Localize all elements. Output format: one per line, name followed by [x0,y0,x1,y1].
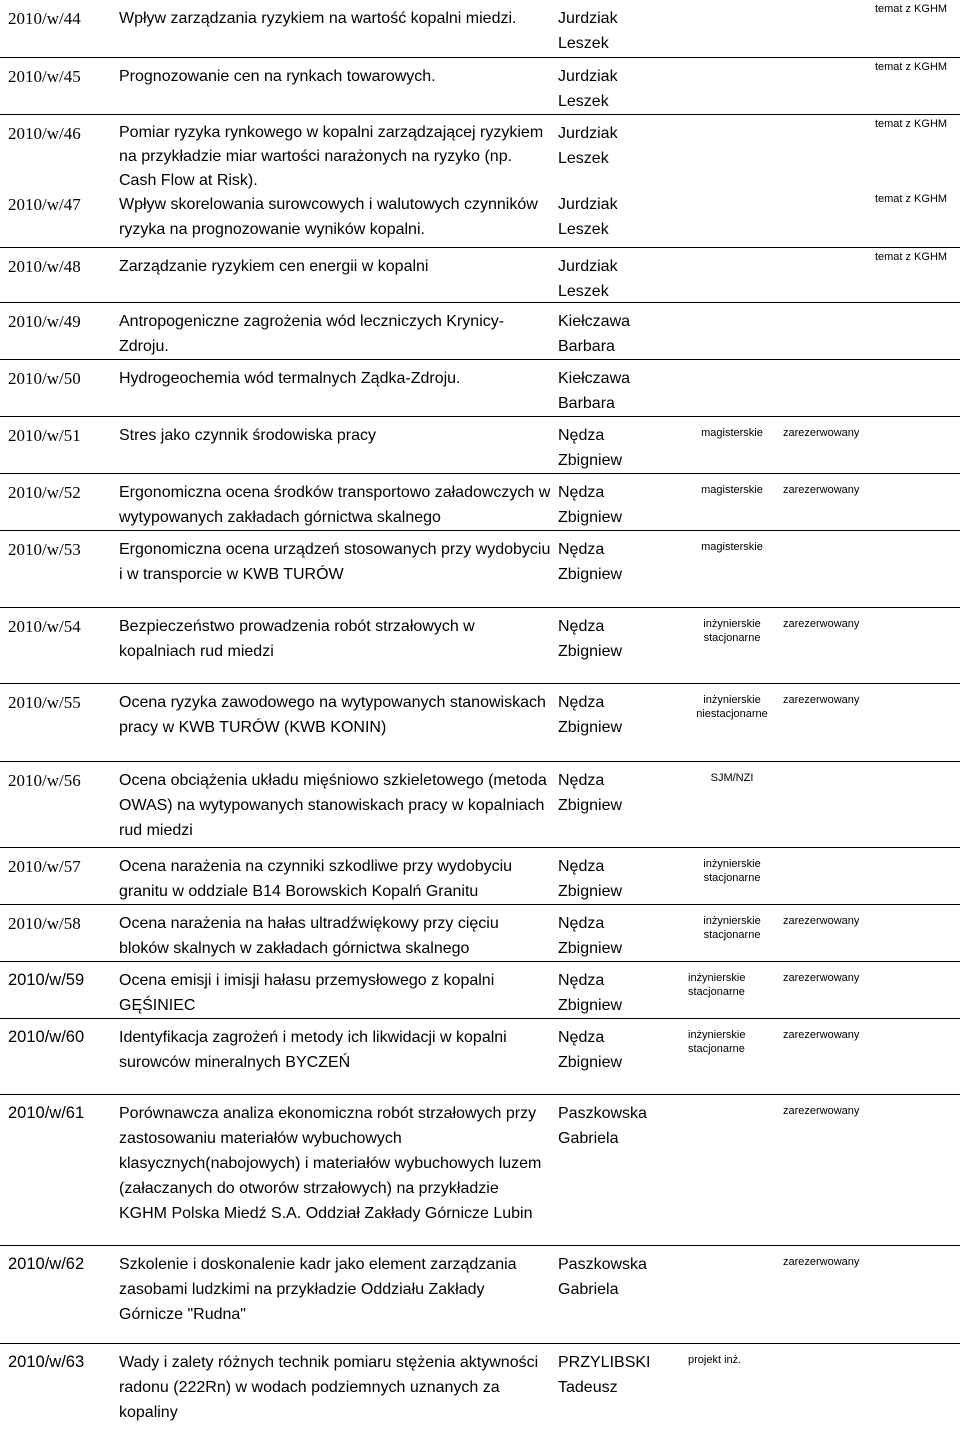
topic-title: Bezpieczeństwo prowadzenia robót strzałowych w kopalniach rud miedzi [119,618,475,660]
topic-title: Pomiar ryzyka rynkowego w kopalni zarządzającej ryzykiem na przykładzie miar wartości narażonych na ryzyko (np. Cash Flow at Risk). [119,124,544,189]
note-kghm: temat z KGHM [874,118,948,130]
thesis-type: magisterskie [701,484,763,496]
table-row [0,847,960,904]
topic-title: Ergonomiczna ocena środków transportowo załadowczych w wytypowanych zakładach górnictwa skalnego [119,484,551,526]
table-row [0,302,960,359]
status-badge: zarezerwowany [783,1256,860,1268]
table-row [0,683,960,761]
supervisor: Nędza Zbigniew [558,915,623,957]
topic-title: Wpływ zarządzania ryzykiem na wartość kopalni miedzi. [119,10,517,27]
topic-id: 2010/w/50 [8,369,81,388]
topic-title: Ocena emisji i imisji hałasu przemysłowego z kopalni GĘŚINIEC [119,972,495,1014]
table-row [0,359,960,416]
topic-id: 2010/w/60 [8,1028,85,1046]
status-badge: zarezerwowany [783,1105,860,1117]
note-kghm: temat z KGHM [874,61,948,73]
topic-title: Identyfikacja zagrożeń i metody ich likwidacji w kopalni surowców mineralnych BYCZEŃ [119,1029,507,1071]
status-badge: zarezerwowany [783,915,860,927]
topic-id: 2010/w/48 [8,257,81,276]
supervisor: Kiełczawa Barbara [558,313,631,355]
supervisor: Jurdziak Leszek [558,258,618,300]
topic-id: 2010/w/58 [8,914,81,933]
thesis-type: inżynierskie stacjonarne [703,858,761,884]
thesis-type: inżynierskie niestacjonarne [696,694,768,720]
thesis-type: magisterskie [701,427,763,439]
supervisor: Nędza Zbigniew [558,484,623,526]
supervisor: Nędza Zbigniew [558,1029,623,1071]
status-badge: zarezerwowany [783,1029,860,1041]
topic-title: Ocena obciążenia układu mięśniowo szkieletowego (metoda OWAS) na wytypowanych stanowiskach pracy w kopalniach rud miedzi [119,772,547,839]
topic-id: 2010/w/47 [8,195,81,214]
supervisor: Jurdziak Leszek [558,10,618,52]
supervisor: Nędza Zbigniew [558,694,623,736]
topic-id: 2010/w/45 [8,67,81,86]
supervisor: Paszkowska Gabriela [558,1105,647,1147]
topic-id: 2010/w/56 [8,771,81,790]
thesis-type: inżynierskie stacjonarne [688,1029,746,1055]
topic-title: Ocena narażenia na czynniki szkodliwe przy wydobyciu granitu w oddziale B14 Borowskich Kopalń Granitu [119,858,513,900]
thesis-type: magisterskie [701,541,763,553]
topic-id: 2010/w/55 [8,693,81,712]
table-row [0,1094,960,1245]
topic-title: Ocena narażenia na hałas ultradźwiękowy przy cięciu bloków skalnych w zakładach górnictwa skalnego [119,915,499,957]
topic-title: Ocena ryzyka zawodowego na wytypowanych stanowiskach pracy w KWB TURÓW (KWB KONIN) [119,694,546,736]
topic-id: 2010/w/46 [8,124,81,143]
table-row [0,473,960,530]
topic-id: 2010/w/49 [8,312,81,331]
status-badge: zarezerwowany [783,694,860,706]
thesis-type: inżynierskie stacjonarne [688,972,746,998]
supervisor: Nędza Zbigniew [558,427,623,469]
topic-title: Prognozowanie cen na rynkach towarowych. [119,68,436,85]
table-row [0,1343,960,1444]
supervisor: Nędza Zbigniew [558,618,623,660]
note-kghm: temat z KGHM [874,251,948,263]
topic-id: 2010/w/62 [8,1255,85,1273]
topic-title: Antropogeniczne zagrożenia wód leczniczych Krynicy- Zdroju. [119,313,505,355]
note-kghm: temat z KGHM [874,193,948,205]
supervisor: Nędza Zbigniew [558,772,623,814]
table-row [0,416,960,473]
thesis-type: inżynierskie stacjonarne [703,915,761,941]
status-badge: zarezerwowany [783,484,860,496]
supervisor: Paszkowska Gabriela [558,1256,647,1298]
topic-id: 2010/w/52 [8,483,81,502]
table-row [0,57,960,114]
table-row [0,114,960,192]
supervisor: Jurdziak Leszek [558,196,618,238]
status-badge: zarezerwowany [783,618,860,630]
supervisor: Nędza Zbigniew [558,858,623,900]
table-row [0,247,960,302]
topic-id: 2010/w/44 [8,9,81,28]
table-row [0,904,960,961]
supervisor: Jurdziak Leszek [558,68,618,110]
topic-id: 2010/w/51 [8,426,81,445]
topic-title: Stres jako czynnik środowiska pracy [119,427,376,444]
supervisor: Jurdziak Leszek [558,125,618,167]
topic-id: 2010/w/57 [8,857,81,876]
topic-title: Porównawcza analiza ekonomiczna robót strzałowych przy zastosowaniu materiałów wybuchowych klasycznych(nabojowych) i materiałów wybuchowych luzem (załaczanych do otworów strzałowych) na przykładzie KGHM Polska Miedź S.A. Oddział Zakłady Górnicze Lubin [119,1105,542,1222]
supervisor: Nędza Zbigniew [558,972,623,1014]
supervisor: Kiełczawa Barbara [558,370,631,412]
topic-id: 2010/w/53 [8,540,81,559]
table-row [0,530,960,607]
table-row [0,1018,960,1094]
table-row [0,607,960,683]
topic-id: 2010/w/59 [8,971,85,989]
supervisor: Nędza Zbigniew [558,541,623,583]
topic-title: Hydrogeochemia wód termalnych Ządka-Zdroju. [119,370,461,387]
status-badge: zarezerwowany [783,427,860,439]
thesis-type: inżynierskie stacjonarne [703,618,761,644]
topic-title: Wady i zalety różnych technik pomiaru stężenia aktywności radonu (222Rn) w wodach podziemnych uznanych za kopaliny [119,1354,539,1421]
thesis-type: SJM/NZI [710,772,754,784]
table-row [0,0,960,57]
topic-title: Zarządzanie ryzykiem cen energii w kopalni [119,258,429,275]
topic-title: Wpływ skorelowania surowcowych i walutowych czynników ryzyka na prognozowanie wyników kopalni. [119,196,538,238]
thesis-type: projekt inż. [688,1354,742,1366]
supervisor: PRZYLIBSKI Tadeusz [558,1354,651,1396]
table-row [0,192,960,247]
note-kghm: temat z KGHM [874,3,948,15]
table-row [0,1245,960,1343]
topic-id: 2010/w/63 [8,1353,85,1371]
topic-id: 2010/w/61 [8,1104,85,1122]
status-badge: zarezerwowany [783,972,860,984]
topic-title: Szkolenie i doskonalenie kadr jako element zarządzania zasobami ludzkimi na przykładzie Oddziału Zakłady Górnicze "Rudna" [119,1256,517,1323]
topic-id: 2010/w/54 [8,617,81,636]
table-row [0,961,960,1018]
topic-title: Ergonomiczna ocena urządzeń stosowanych przy wydobyciu i w transporcie w KWB TURÓW [119,541,551,583]
table-row [0,761,960,847]
